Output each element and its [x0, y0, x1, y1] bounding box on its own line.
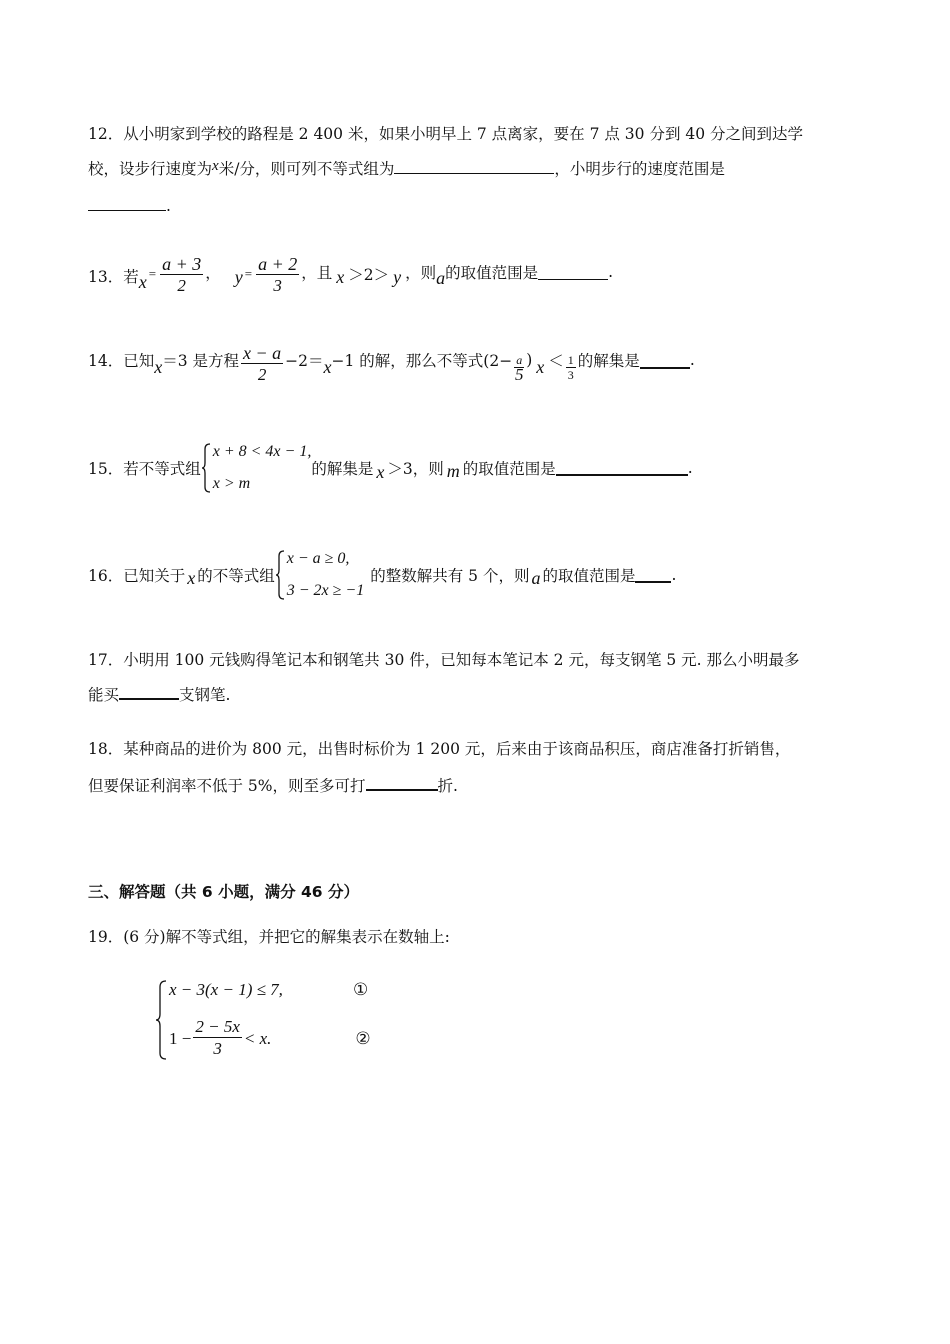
question-12-line-3	[88, 196, 171, 215]
question-12-text-b: 米/分，则可列不等式组为	[218, 160, 395, 178]
question-15-gt: ＞3，则	[387, 460, 444, 478]
marker-2: ②	[355, 1028, 371, 1049]
equals-sign: =	[244, 265, 253, 281]
fraction-numerator: a + 3	[162, 254, 202, 274]
question-13-suffix: 的取值范围是	[445, 263, 539, 282]
question-19-text: 19．(6 分)解不等式组，并把它的解集表示在数轴上:	[88, 928, 450, 946]
question-17-text-b: 支钢笔.	[179, 686, 231, 704]
question-14-eq: ＝3 是方程	[162, 351, 240, 370]
less-than: ＜	[548, 351, 564, 370]
system-line-2: 3 − 2x ≥ −1	[286, 582, 365, 599]
fraction-equation-2	[193, 1017, 242, 1060]
question-16	[88, 550, 676, 600]
variable-x: x	[212, 158, 219, 174]
variable-a: a	[531, 567, 541, 588]
question-14-minus1: −1 的解，那么不等式(2−	[331, 351, 513, 370]
answer-blank[interactable]	[88, 196, 166, 211]
inequality-system	[275, 550, 364, 600]
question-16-mid: 的不等式组	[197, 567, 275, 585]
question-17-line-1: 17．小明用 100 元钱购得笔记本和钢笔共 30 件，已知每本笔记本 2 元，每支钢笔 5 元. 那么小明最多	[88, 651, 800, 669]
variable-x: x	[536, 357, 545, 377]
question-13	[88, 254, 613, 297]
question-16-end: .	[671, 566, 677, 584]
fraction-numerator: x − a	[243, 343, 282, 363]
fraction-denominator: 3	[567, 368, 574, 382]
question-12-text-c: ，小明步行的速度范围是	[554, 160, 725, 178]
system-line-2: x > m	[212, 475, 251, 492]
comparison: ＞2＞	[348, 265, 390, 284]
fraction-denominator: 3	[213, 1039, 222, 1058]
marker-1: ①	[352, 980, 369, 1000]
question-16-prefix: 16．已知关于	[88, 567, 186, 585]
question-15-mid: 的解集是	[311, 460, 374, 478]
variable-x: x	[376, 461, 385, 482]
answer-blank[interactable]	[640, 353, 690, 369]
comma: ，	[205, 263, 221, 282]
question-16-after: 的整数解共有 5 个，则	[370, 567, 530, 585]
question-13-end: .	[608, 262, 614, 281]
question-14-prefix: 14．已知	[88, 351, 155, 370]
fraction-numerator: a + 2	[258, 254, 298, 274]
question-13-prefix: 13．若	[88, 267, 139, 286]
question-19-system	[155, 980, 371, 1060]
equation-2-post: < x.	[243, 1028, 272, 1048]
question-18-line-2	[88, 774, 458, 796]
close-paren: )	[526, 350, 533, 369]
fraction-x	[160, 254, 203, 297]
fraction-numerator: 2 − 5x	[195, 1017, 240, 1036]
system-line-1: x + 8 < 4x − 1,	[212, 443, 312, 460]
answer-blank[interactable]	[394, 159, 554, 174]
fraction-denominator: 2	[177, 276, 186, 295]
variable-x: x	[323, 357, 332, 377]
variable-y: y	[234, 267, 243, 287]
question-17-line-2	[88, 683, 230, 705]
answer-blank[interactable]	[366, 775, 438, 791]
question-13-mid: ，且	[301, 263, 333, 282]
variable-m: m	[446, 460, 460, 481]
question-13-then: ，则	[405, 263, 437, 282]
fraction-denominator: 2	[257, 365, 267, 384]
question-14-mid: −2＝	[285, 351, 324, 370]
equation-2-pre: 1 −	[169, 1028, 192, 1048]
question-17-text-a: 能买	[88, 686, 120, 704]
equation-1: x − 3(x − 1) ≤ 7,	[169, 980, 283, 999]
question-12-text-a: 校，设步行速度为	[88, 160, 213, 178]
question-15	[88, 443, 693, 493]
variable-x: x	[336, 267, 345, 287]
variable-a: a	[436, 268, 446, 288]
question-15-end: .	[687, 459, 693, 477]
question-16-suffix: 的取值范围是	[542, 567, 636, 585]
question-12-line-2	[88, 157, 725, 179]
question-14	[88, 343, 695, 386]
section-heading: 三、解答题（共 6 小题，满分 46 分）	[88, 883, 359, 901]
answer-blank[interactable]	[635, 567, 671, 583]
answer-blank[interactable]	[119, 684, 179, 700]
variable-x: x	[187, 567, 196, 588]
answer-blank[interactable]	[538, 265, 608, 280]
fraction-one-third	[566, 353, 576, 382]
fraction-numerator: 1	[567, 353, 574, 367]
variable-y: y	[393, 267, 402, 287]
variable-x: x	[154, 357, 163, 377]
fraction-y	[256, 254, 299, 297]
system-line-1: x − a ≥ 0,	[286, 550, 350, 567]
brace-icon	[275, 550, 285, 600]
question-12-line-1: 12．从小明家到学校的路程是 2 400 米，如果小明早上 7 点离家，要在 7 点 30 分到 40 分之间到达学	[88, 125, 804, 143]
brace-icon	[155, 980, 167, 1060]
question-15-suffix: 的取值范围是	[462, 460, 556, 478]
variable-x: x	[138, 272, 147, 292]
question-18-text-b: 折.	[437, 777, 458, 795]
fraction-equation	[241, 343, 283, 386]
fraction-denominator: 3	[273, 276, 282, 295]
question-18-text-a: 但要保证利润率不低于 5%，则至多可打	[88, 777, 366, 795]
fraction-numerator: a	[516, 353, 523, 367]
fraction-denominator: 5	[514, 365, 524, 384]
inequality-system	[201, 443, 312, 493]
question-14-end: .	[689, 350, 695, 369]
fraction-a-over-5	[514, 353, 524, 382]
question-14-suffix: 的解集是	[577, 351, 640, 370]
answer-blank[interactable]	[556, 460, 688, 476]
brace-icon	[201, 443, 211, 493]
equals-sign: =	[148, 265, 157, 281]
question-18-line-1: 18．某种商品的进价为 800 元，出售时标价为 1 200 元，后来由于该商品积压，商店准备打折销售，	[88, 740, 791, 758]
question-12-end: .	[166, 197, 171, 215]
question-15-prefix: 15．若不等式组	[88, 460, 201, 478]
